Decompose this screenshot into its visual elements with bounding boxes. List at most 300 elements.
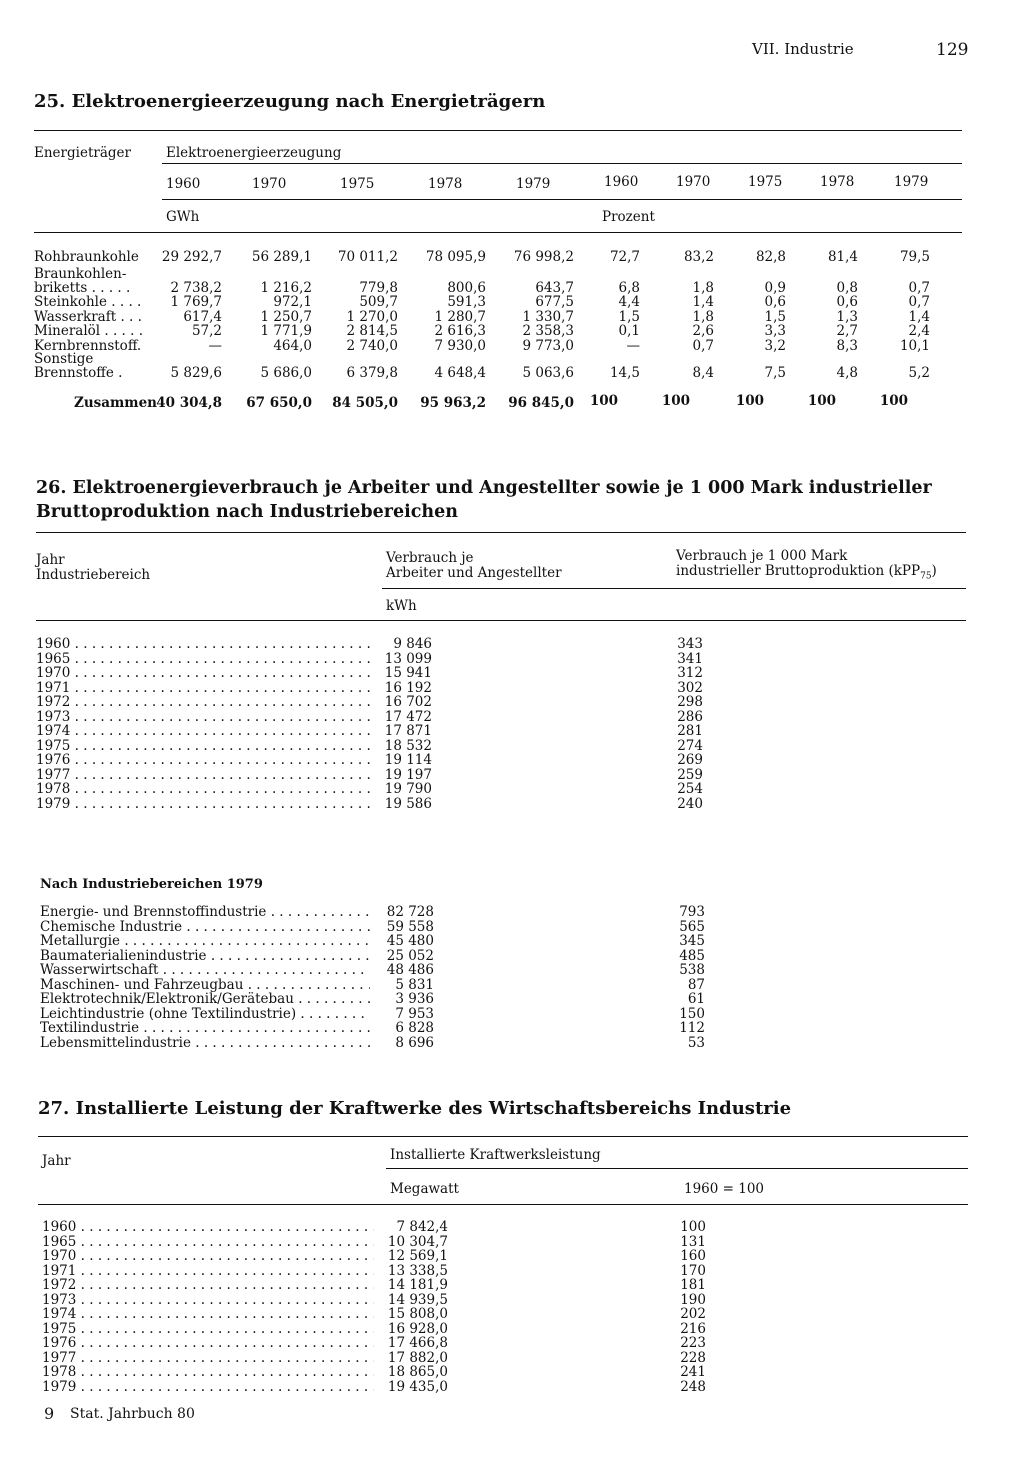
table-row <box>42 1351 374 1366</box>
cell-gwh: 7 930,0 <box>434 338 486 354</box>
table-27-top-rule <box>38 1136 968 1137</box>
total-label: Zusammen <box>74 395 157 411</box>
cell-value: 53 <box>687 1034 705 1051</box>
row-label-text: Baumaterialienindustrie <box>40 948 207 964</box>
table-row <box>40 992 370 1007</box>
row-label <box>36 637 370 652</box>
table-26-col3-close: ) <box>931 563 937 579</box>
cell-percent: 8,3 <box>836 338 858 354</box>
cell-gwh: 591,3 <box>447 294 486 310</box>
cell-percent: 6,8 <box>618 280 640 296</box>
cell-gwh: 464,0 <box>273 338 312 354</box>
cell-value: 485 <box>679 947 705 964</box>
cell-value: 228 <box>680 1349 706 1366</box>
row-label <box>36 652 370 667</box>
row-label <box>42 1307 374 1322</box>
table-row <box>40 934 370 949</box>
table-row <box>42 1235 374 1250</box>
table-row <box>42 1293 374 1308</box>
table-25-unit-prozent: Prozent <box>602 209 655 225</box>
cell-percent: 72,7 <box>609 249 640 265</box>
cell-value: 19 586 <box>384 795 432 812</box>
cell-value: 18 532 <box>384 737 432 754</box>
cell-value: 341 <box>677 650 703 667</box>
table-26-section-label: Nach Industriebereichen 1979 <box>40 877 263 892</box>
row-label-prefix: Sonstige <box>34 351 94 367</box>
cell-percent: 10,1 <box>899 338 930 354</box>
table-row <box>42 1380 374 1395</box>
row-label: Kernbrennstoff. <box>34 338 142 354</box>
cell-value: 19 197 <box>384 766 432 783</box>
year-header: 1978 <box>820 174 855 190</box>
cell-percent: 14,5 <box>609 365 640 381</box>
cell-percent: 79,5 <box>899 249 930 265</box>
row-label <box>40 978 370 993</box>
row-label-text: 1972 <box>42 1278 77 1293</box>
cell-value: 18 865,0 <box>387 1364 448 1380</box>
row-label-text: 1965 <box>42 1234 77 1250</box>
cell-percent: 7,5 <box>764 365 786 381</box>
row-label-text: 1977 <box>42 1350 77 1366</box>
total-gwh: 67 650,0 <box>246 395 312 411</box>
table-25-unit-gwh: GWh <box>166 209 200 225</box>
row-label <box>40 949 370 964</box>
row-label-text: 1970 <box>36 666 71 681</box>
cell-value: 16 192 <box>384 679 432 696</box>
year-header: 1975 <box>748 174 783 190</box>
row-label <box>36 695 370 710</box>
cell-value: 19 435,0 <box>387 1378 448 1395</box>
cell-gwh: 57,2 <box>191 323 222 339</box>
table-26-col2-line2: Arbeiter und Angestellter <box>386 565 562 581</box>
sheet-number: 9 <box>44 1404 55 1423</box>
row-label <box>40 1036 370 1051</box>
cell-gwh: 5 063,6 <box>522 365 574 381</box>
cell-percent: 2,7 <box>836 323 858 339</box>
cell-value: 170 <box>680 1262 706 1279</box>
table-row <box>40 978 370 993</box>
row-label-text: Maschinen- und Fahrzeugbau <box>40 977 244 993</box>
cell-percent: 1,8 <box>692 280 714 296</box>
table-row <box>42 1264 374 1279</box>
cell-value: 15 941 <box>384 665 432 681</box>
cell-percent: 2,4 <box>908 323 930 339</box>
table-row <box>42 1249 374 1264</box>
cell-gwh: 5 829,6 <box>170 365 222 381</box>
row-label-text: 1976 <box>36 753 71 768</box>
cell-percent: 4,4 <box>618 294 640 310</box>
table-row <box>36 739 370 754</box>
cell-gwh: 2 616,3 <box>434 323 486 339</box>
cell-value: 3 936 <box>395 991 434 1007</box>
total-percent: 100 <box>735 393 764 409</box>
table-row <box>42 1336 374 1351</box>
row-label <box>36 768 370 783</box>
row-label-text: 1971 <box>42 1263 77 1279</box>
table-row <box>40 949 370 964</box>
cell-value: 82 728 <box>386 904 434 920</box>
cell-value: 286 <box>677 708 703 725</box>
table-27-group-label: Installierte Kraftwerksleistung <box>390 1147 601 1163</box>
cell-gwh: 56 289,1 <box>251 249 312 265</box>
cell-percent: 0,7 <box>908 294 930 310</box>
total-gwh: 96 845,0 <box>508 395 574 411</box>
table-row <box>40 1007 370 1022</box>
cell-gwh: 972,1 <box>273 294 312 310</box>
cell-value: 298 <box>677 694 703 710</box>
cell-percent: 1,4 <box>908 309 930 325</box>
page-number: 129 <box>936 40 969 60</box>
cell-gwh: 1 771,9 <box>260 323 312 339</box>
cell-percent: 0,6 <box>764 294 786 310</box>
year-header: 1975 <box>340 176 375 192</box>
cell-value: 14 181,9 <box>387 1277 448 1293</box>
cell-gwh: 4 648,4 <box>434 365 486 381</box>
cell-gwh: 1 270,0 <box>346 309 398 325</box>
row-label <box>42 1336 374 1351</box>
row-label-text: 1978 <box>36 782 71 797</box>
cell-gwh: 29 292,7 <box>161 249 222 265</box>
cell-value: 302 <box>677 679 703 696</box>
table-25-top-rule <box>34 130 962 131</box>
row-label-text: 1979 <box>42 1379 77 1395</box>
cell-gwh: 6 379,8 <box>346 365 398 381</box>
table-row <box>40 963 370 978</box>
table-26-col1-line2: Industriebereich <box>36 567 151 583</box>
cell-gwh: — <box>208 338 222 354</box>
cell-value: 48 486 <box>386 962 434 978</box>
table-row <box>40 1036 370 1051</box>
footer-source: Stat. Jahrbuch 80 <box>70 1406 195 1422</box>
cell-value: 13 099 <box>384 650 432 667</box>
cell-value: 538 <box>679 962 705 978</box>
row-label <box>40 1021 370 1036</box>
total-gwh: 40 304,8 <box>156 395 222 411</box>
table-26-unit: kWh <box>386 598 417 614</box>
table-25-title: 25. Elektroenergieerzeugung nach Energieträgern <box>34 91 546 112</box>
table-25-column-label: Energieträger <box>34 145 131 161</box>
table-26-subheader-rule <box>382 588 966 589</box>
cell-percent: 0,7 <box>692 338 714 354</box>
row-label <box>42 1380 374 1395</box>
row-label <box>40 905 370 920</box>
table-26-col3-text: industrieller Bruttoproduktion (kPP <box>676 563 921 579</box>
cell-percent: 0,8 <box>836 280 858 296</box>
cell-gwh: 9 773,0 <box>522 338 574 354</box>
cell-gwh: 5 686,0 <box>260 365 312 381</box>
row-label-text: 1975 <box>42 1321 77 1337</box>
total-gwh: 95 963,2 <box>420 395 486 411</box>
cell-value: 19 790 <box>384 781 432 797</box>
table-26-col3-line2 <box>676 564 937 585</box>
row-label <box>36 739 370 754</box>
cell-percent: 4,8 <box>836 365 858 381</box>
row-label <box>36 681 370 696</box>
cell-value: 61 <box>687 991 705 1007</box>
row-label: Wasserkraft . . . <box>34 309 142 325</box>
cell-value: 16 702 <box>384 694 432 710</box>
cell-value: 13 338,5 <box>387 1262 448 1279</box>
cell-gwh: 70 011,2 <box>337 249 398 265</box>
cell-gwh: 677,5 <box>535 294 574 310</box>
cell-gwh: 1 250,7 <box>260 309 312 325</box>
cell-value: 17 882,0 <box>387 1349 448 1366</box>
cell-gwh: 76 998,2 <box>513 249 574 265</box>
row-label-text: Chemische Industrie <box>40 919 183 935</box>
row-label-text: 1976 <box>42 1336 77 1351</box>
total-percent: 100 <box>589 393 618 409</box>
year-header: 1960 <box>604 174 639 190</box>
cell-percent: 0,9 <box>764 280 786 296</box>
table-27-header-rule <box>38 1204 968 1205</box>
cell-percent: 1,4 <box>692 294 714 310</box>
cell-value: 112 <box>679 1020 705 1036</box>
row-label <box>42 1322 374 1337</box>
cell-value: 45 480 <box>386 933 434 949</box>
cell-gwh: 2 738,2 <box>170 280 222 296</box>
row-label-text: 1974 <box>36 724 71 739</box>
table-26-col1-line1: Jahr <box>36 552 65 568</box>
table-26-col3-line1: Verbrauch je 1 000 Mark <box>676 548 848 564</box>
row-label <box>36 782 370 797</box>
cell-percent: 3,2 <box>764 338 786 354</box>
cell-gwh: 1 216,2 <box>260 280 312 296</box>
total-percent: 100 <box>807 393 836 409</box>
table-row <box>36 681 370 696</box>
table-row <box>36 710 370 725</box>
table-row <box>36 782 370 797</box>
table-row <box>36 724 370 739</box>
table-row <box>40 905 370 920</box>
table-27-title: 27. Installierte Leistung der Kraftwerke des Wirtschaftsbereichs Industrie <box>38 1098 792 1119</box>
cell-gwh: 78 095,9 <box>425 249 486 265</box>
cell-value: 5 831 <box>395 976 434 993</box>
table-row <box>36 797 370 812</box>
cell-gwh: 509,7 <box>359 294 398 310</box>
table-26-col2-line1: Verbrauch je <box>386 550 474 566</box>
row-label <box>42 1264 374 1279</box>
cell-value: 274 <box>677 737 703 754</box>
cell-value: 10 304,7 <box>387 1233 448 1250</box>
table-25-header-rule <box>34 232 962 233</box>
cell-value: 100 <box>680 1219 706 1235</box>
row-label-text: 1975 <box>36 738 71 754</box>
cell-value: 15 808,0 <box>387 1306 448 1322</box>
row-label <box>40 992 370 1007</box>
row-label <box>40 963 370 978</box>
row-label-text: 1977 <box>36 767 71 783</box>
total-percent: 100 <box>879 393 908 409</box>
row-label-text: Elektrotechnik/Elektronik/Gerätebau <box>40 992 294 1007</box>
cell-value: 345 <box>679 933 705 949</box>
table-25-group-label: Elektroenergieerzeugung <box>166 145 342 161</box>
cell-percent: 0,7 <box>908 280 930 296</box>
cell-percent: 5,2 <box>908 365 930 381</box>
cell-value: 312 <box>677 665 703 681</box>
cell-value: 17 466,8 <box>387 1335 448 1351</box>
year-header: 1960 <box>166 176 201 192</box>
cell-value: 793 <box>679 904 705 920</box>
table-row <box>36 637 370 652</box>
row-label <box>36 710 370 725</box>
cell-value: 269 <box>677 752 703 768</box>
table-row <box>40 920 370 935</box>
table-26-col3-subscript: 75 <box>920 571 932 582</box>
cell-value: 7 842,4 <box>396 1219 448 1235</box>
cell-value: 16 928,0 <box>387 1320 448 1337</box>
cell-value: 254 <box>677 781 703 797</box>
cell-gwh: 2 740,0 <box>346 338 398 354</box>
row-label-text: 1960 <box>42 1220 77 1235</box>
table-26-title-line1: 26. Elektroenergieverbrauch je Arbeiter und Angestellter sowie je 1 000 Mark industrieller <box>36 478 932 498</box>
cell-gwh: 800,6 <box>447 280 486 296</box>
table-row <box>42 1365 374 1380</box>
row-label-text: 1973 <box>36 709 71 725</box>
cell-value: 7 953 <box>395 1005 434 1022</box>
table-row <box>42 1278 374 1293</box>
cell-gwh: 643,7 <box>535 280 574 296</box>
row-label <box>42 1351 374 1366</box>
cell-value: 281 <box>677 723 703 739</box>
table-27-col1: Jahr <box>42 1153 71 1169</box>
table-25-group-rule <box>162 163 962 164</box>
cell-value: 19 114 <box>384 752 432 768</box>
cell-value: 87 <box>687 976 705 993</box>
cell-percent: 8,4 <box>692 365 714 381</box>
table-row <box>36 652 370 667</box>
total-gwh: 84 505,0 <box>332 395 398 411</box>
row-label <box>40 920 370 935</box>
table-26-top-rule <box>36 532 966 533</box>
cell-gwh: 1 330,7 <box>522 309 574 325</box>
cell-percent: 1,3 <box>836 309 858 325</box>
cell-percent: 3,3 <box>764 323 786 339</box>
row-label-text: Lebensmittelindustrie <box>40 1035 191 1051</box>
cell-percent: 1,8 <box>692 309 714 325</box>
cell-value: 25 052 <box>386 947 434 964</box>
cell-value: 131 <box>680 1233 706 1250</box>
row-label <box>40 1007 370 1022</box>
row-label: Rohbraunkohle <box>34 249 139 265</box>
cell-value: 9 846 <box>393 636 432 652</box>
table-row <box>36 666 370 681</box>
cell-percent: 2,6 <box>692 323 714 339</box>
table-row <box>36 753 370 768</box>
cell-value: 12 569,1 <box>387 1248 448 1264</box>
cell-value: 565 <box>679 918 705 935</box>
year-header: 1970 <box>676 174 711 190</box>
year-header: 1979 <box>516 176 551 192</box>
table-row <box>40 1021 370 1036</box>
row-label-text: Metallurgie <box>40 934 121 949</box>
row-label <box>42 1278 374 1293</box>
row-label-text: 1979 <box>36 796 71 812</box>
cell-gwh: 617,4 <box>183 309 222 325</box>
row-label: Steinkohle . . . . <box>34 294 142 310</box>
table-25-year-rule <box>162 199 962 200</box>
cell-gwh: 2 358,3 <box>522 323 574 339</box>
row-label <box>36 797 370 812</box>
cell-percent: 81,4 <box>827 249 858 265</box>
total-percent: 100 <box>661 393 690 409</box>
cell-value: 160 <box>680 1248 706 1264</box>
table-row <box>42 1220 374 1235</box>
cell-gwh: 1 280,7 <box>434 309 486 325</box>
row-label-text: 1960 <box>36 637 71 652</box>
cell-value: 202 <box>680 1306 706 1322</box>
table-26-header-rule <box>36 620 966 621</box>
table-27-unit-index: 1960 = 100 <box>684 1181 765 1197</box>
year-header: 1978 <box>428 176 463 192</box>
cell-gwh: 2 814,5 <box>346 323 398 339</box>
row-label-text: 1972 <box>36 695 71 710</box>
row-label <box>42 1235 374 1250</box>
table-row <box>42 1322 374 1337</box>
cell-percent: 0,6 <box>836 294 858 310</box>
cell-percent: — <box>626 338 640 354</box>
cell-percent: 1,5 <box>764 309 786 325</box>
cell-value: 150 <box>679 1005 705 1022</box>
cell-value: 241 <box>680 1364 706 1380</box>
row-label <box>42 1249 374 1264</box>
table-row <box>36 695 370 710</box>
cell-value: 216 <box>680 1320 706 1337</box>
row-label-text: 1978 <box>42 1365 77 1380</box>
cell-value: 17 472 <box>384 708 432 725</box>
row-label <box>36 666 370 681</box>
row-label-text: 1965 <box>36 651 71 667</box>
table-27-group-rule <box>386 1168 968 1169</box>
cell-percent: 1,5 <box>618 309 640 325</box>
cell-percent: 82,8 <box>755 249 786 265</box>
row-label <box>42 1293 374 1308</box>
cell-gwh: 779,8 <box>359 280 398 296</box>
row-label-text: Wasserwirtschaft <box>40 963 159 978</box>
row-label-text: 1971 <box>36 680 71 696</box>
row-label-text: 1970 <box>42 1249 77 1264</box>
row-label-text: Energie- und Brennstoffindustrie <box>40 905 267 920</box>
cell-percent: 83,2 <box>683 249 714 265</box>
cell-value: 248 <box>680 1378 706 1395</box>
cell-value: 8 696 <box>395 1034 434 1051</box>
row-label-prefix: Braunkohlen- <box>34 266 127 282</box>
row-label: briketts . . . . . <box>34 280 131 296</box>
cell-value: 190 <box>680 1291 706 1308</box>
row-label <box>36 724 370 739</box>
table-27-unit-megawatt: Megawatt <box>390 1181 459 1197</box>
table-26-title-line2: Bruttoproduktion nach Industriebereichen <box>36 502 458 522</box>
row-label-text: 1974 <box>42 1307 77 1322</box>
row-label-text: 1973 <box>42 1292 77 1308</box>
cell-value: 259 <box>677 766 703 783</box>
row-label <box>40 934 370 949</box>
table-row <box>42 1307 374 1322</box>
cell-value: 181 <box>680 1277 706 1293</box>
row-label <box>42 1220 374 1235</box>
row-label <box>36 753 370 768</box>
row-label-text: Leichtindustrie (ohne Textilindustrie) <box>40 1006 297 1022</box>
cell-value: 17 871 <box>384 723 432 739</box>
cell-gwh: 1 769,7 <box>170 294 222 310</box>
cell-percent: 0,1 <box>618 323 640 339</box>
cell-value: 343 <box>677 636 703 652</box>
row-label: Mineralöl . . . . . <box>34 323 144 339</box>
row-label: Brennstoffe . <box>34 365 123 381</box>
cell-value: 59 558 <box>386 918 434 935</box>
cell-value: 14 939,5 <box>387 1291 448 1308</box>
year-header: 1979 <box>894 174 929 190</box>
row-label <box>42 1365 374 1380</box>
